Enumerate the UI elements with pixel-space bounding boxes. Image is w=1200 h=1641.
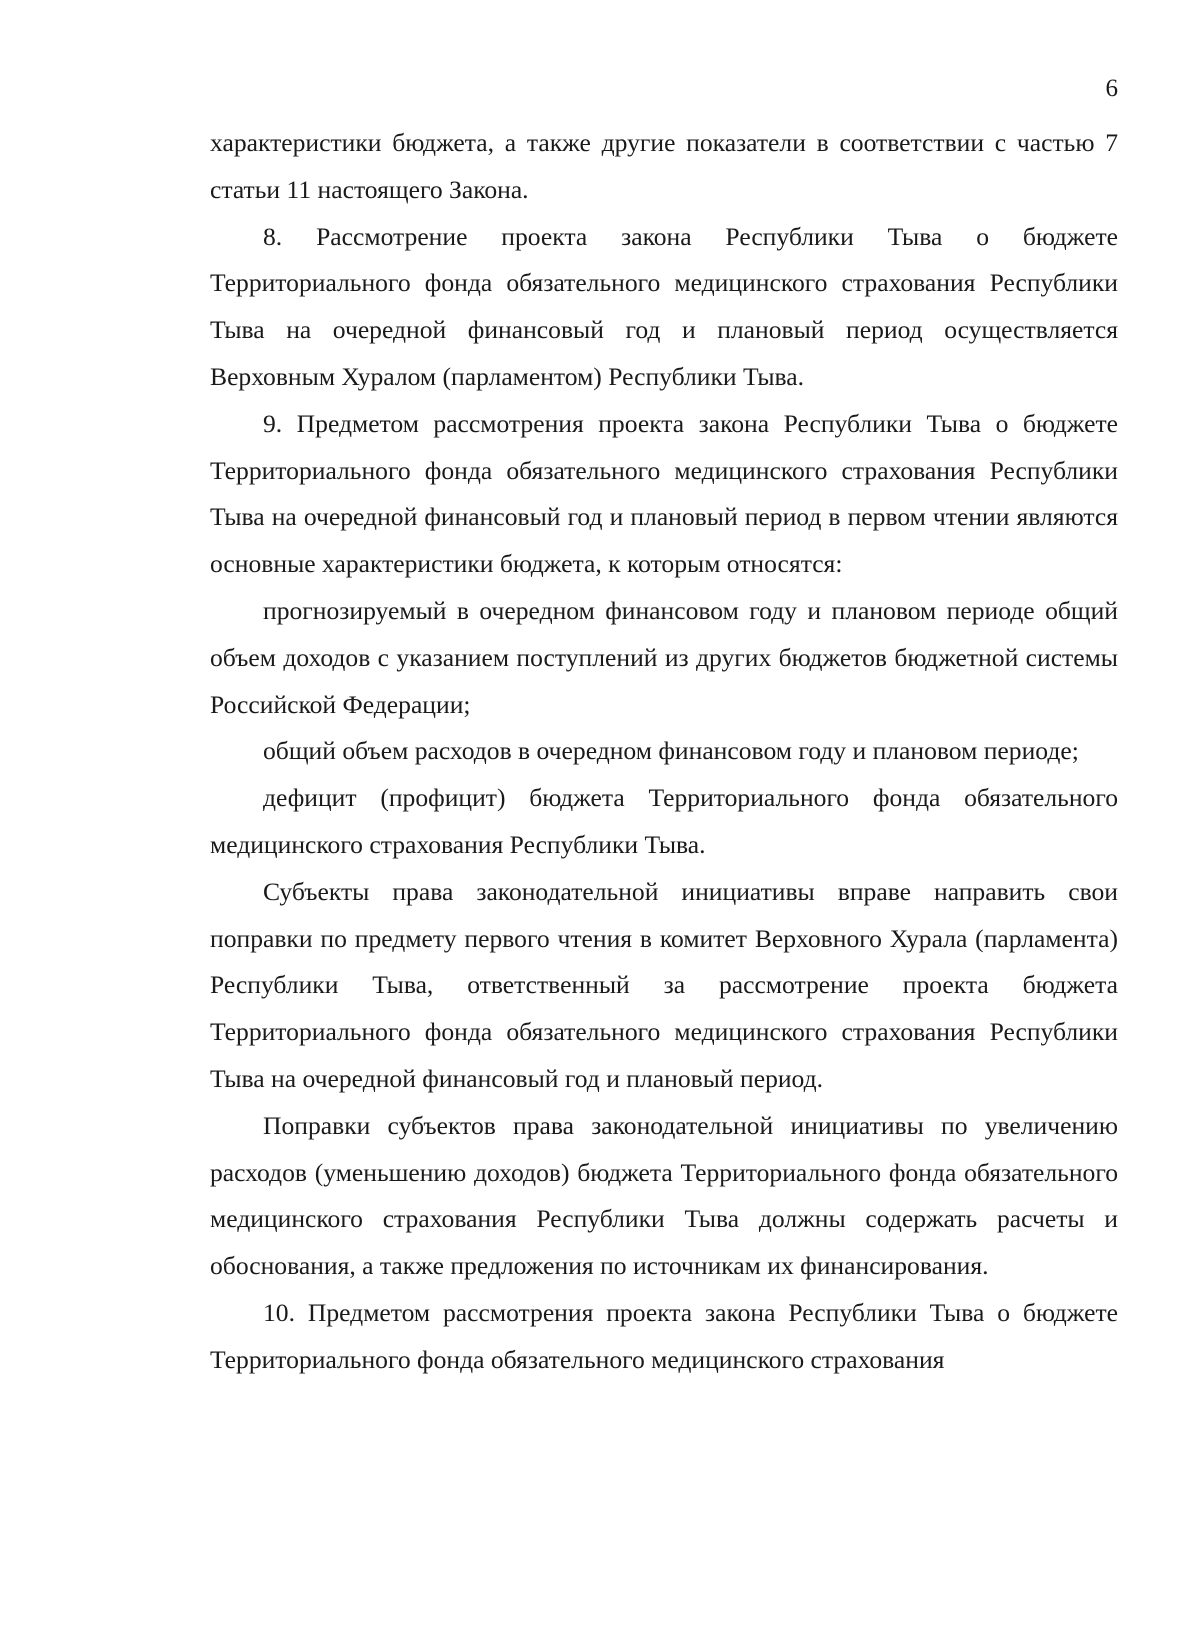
paragraph-revenue: прогнозируемый в очередном финансовом году и плановом периоде общий объем доходов с указанием поступлений из других бюджетов бюджетной системы Российской Федерации; bbox=[210, 595, 1118, 719]
paragraph-amendments: Субъекты права законодательной инициативы вправе направить свои поправки по предмету первого чтения в комитет Верховного Хурала (парламента) Республики Тыва, ответственный за рассмотрение проекта бюджета Территориального фонда обязательного медицинского страхования Республики Тыва на очередной финансовый год и плановый период. bbox=[210, 876, 1118, 1093]
paragraph-continuation: характеристики бюджета, а также другие показатели в соответствии с частью 7 статьи 11 настоящего Закона. bbox=[210, 128, 1118, 204]
document-body bbox=[210, 120, 1118, 1384]
paragraph-deficit: дефицит (профицит) бюджета Территориального фонда обязательного медицинского страхования Республики Тыва. bbox=[210, 783, 1118, 859]
paragraph-amendment-requirements: Поправки субъектов права законодательной инициативы по увеличению расходов (уменьшению доходов) бюджета Территориального фонда обязательного медицинского страхования Республики Тыва должны содержать расчеты и обоснования, а также предложения по источникам их финансирования. bbox=[210, 1110, 1118, 1281]
paragraph-item-10: 10. Предметом рассмотрения проекта закона Республики Тыва о бюджете Территориального фонда обязательного медицинского страхования bbox=[210, 1297, 1118, 1374]
page-number: 6 bbox=[1105, 75, 1118, 102]
paragraph-item-8: 8. Рассмотрение проекта закона Республики Тыва о бюджете Территориального фонда обязательного медицинского страхования Республики Тыва на очередной финансовый год и плановый период осуществляется Верховным Хуралом (парламентом) Республики Тыва. bbox=[210, 221, 1118, 391]
paragraph-item-9: 9. Предметом рассмотрения проекта закона Республики Тыва о бюджете Территориального фонда обязательного медицинского страхования Республики Тыва на очередной финансовый год и плановый период в первом чтении являются основные характеристики бюджета, к которым относятся: bbox=[210, 408, 1118, 579]
paragraph-expenses: общий объем расходов в очередном финансовом году и плановом периоде; bbox=[263, 736, 1079, 766]
